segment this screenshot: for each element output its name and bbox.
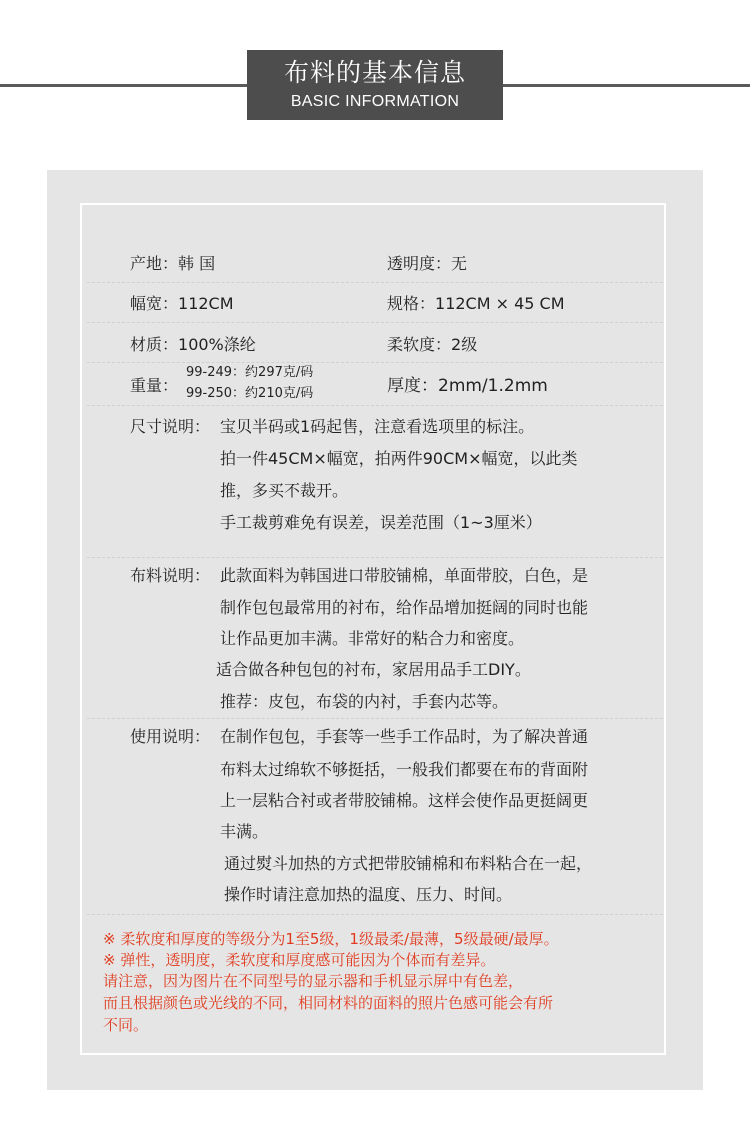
section-title: 布料的基本信息 bbox=[283, 58, 466, 87]
spec-value: 112CM bbox=[178, 294, 234, 313]
spec-weight-line1: 99-249：约297克/码 bbox=[186, 365, 314, 380]
spec-value: 100%涤纶 bbox=[178, 335, 256, 354]
spec-label: 幅宽： bbox=[130, 294, 179, 313]
spec-label: 透明度： bbox=[387, 254, 452, 273]
fabric-desc-line: 让作品更加丰满。非常好的粘合力和密度。 bbox=[220, 629, 525, 648]
spec-width bbox=[130, 294, 234, 314]
usage-desc-line: 通过熨斗加热的方式把带胶铺棉和布料粘合在一起， bbox=[224, 854, 593, 873]
fabric-desc-line: 此款面料为韩国进口带胶铺棉，单面带胶，白色，是 bbox=[220, 566, 589, 585]
spec-label: 柔软度： bbox=[387, 335, 452, 354]
spec-value: 韩 国 bbox=[178, 254, 216, 273]
section-subtitle: BASIC INFORMATION bbox=[290, 93, 460, 110]
spec-softness bbox=[387, 335, 477, 355]
spec-value: 无 bbox=[451, 254, 468, 273]
note-line: 不同。 bbox=[103, 1016, 149, 1034]
fabric-desc-line: 制作包包最常用的衬布，给作品增加挺阔的同时也能 bbox=[220, 598, 589, 617]
usage-desc-line: 在制作包包，手套等一些手工作品时，为了解决普通 bbox=[220, 727, 589, 746]
row-divider bbox=[87, 405, 663, 406]
section-title-box bbox=[247, 50, 503, 120]
section-divider bbox=[87, 557, 663, 558]
size-desc-line: 拍一件45CM×幅宽，拍两件90CM×幅宽，以此类 bbox=[220, 449, 578, 468]
usage-desc-line: 上一层粘合衬或者带胶铺棉。这样会使作品更挺阔更 bbox=[220, 791, 589, 810]
size-desc-label: 尺寸说明： bbox=[130, 417, 211, 436]
usage-desc-label: 使用说明： bbox=[130, 727, 211, 746]
spec-value: 112CM × 45 CM bbox=[435, 294, 565, 313]
row-divider bbox=[87, 362, 663, 363]
note-line: 请注意，因为图片在不同型号的显示器和手机显示屏中有色差， bbox=[103, 972, 524, 990]
row-divider bbox=[87, 282, 663, 283]
section-divider bbox=[87, 718, 663, 719]
spec-label: 产地： bbox=[130, 254, 179, 273]
note-line: ※ 柔软度和厚度的等级分为1至5级，1级最柔/最薄，5级最硬/最厚。 bbox=[103, 930, 559, 948]
spec-origin bbox=[130, 254, 215, 274]
spec-thickness bbox=[387, 376, 548, 396]
spec-value: 2级 bbox=[451, 335, 478, 354]
fabric-desc-line: 推荐：皮包，布袋的内衬，手套内芯等。 bbox=[220, 692, 509, 711]
spec-weight-line2: 99-250：约210克/码 bbox=[186, 386, 314, 401]
size-desc-line: 推，多买不裁开。 bbox=[220, 481, 349, 500]
usage-desc-line: 操作时请注意加热的温度、压力、时间。 bbox=[224, 885, 513, 904]
spec-transparency bbox=[387, 254, 467, 274]
spec-size bbox=[387, 294, 565, 314]
section-divider bbox=[87, 914, 663, 915]
spec-value: 2mm/1.2mm bbox=[438, 376, 548, 396]
spec-label: 规格： bbox=[387, 294, 436, 313]
spec-material bbox=[130, 335, 256, 355]
spec-label: 厚度： bbox=[387, 376, 438, 396]
fabric-desc-label: 布料说明： bbox=[130, 566, 211, 585]
size-desc-line: 宝贝半码或1码起售，注意看选项里的标注。 bbox=[220, 417, 535, 436]
row-divider bbox=[87, 322, 663, 323]
spec-label: 材质： bbox=[130, 335, 179, 354]
note-line: 而且根据颜色或光线的不同，相同材料的面料的照片色感可能会有所 bbox=[103, 994, 554, 1012]
usage-desc-line: 丰满。 bbox=[220, 822, 269, 841]
usage-desc-line: 布料太过绵软不够挺括，一般我们都要在布的背面附 bbox=[220, 760, 589, 779]
note-line: ※ 弹性，透明度，柔软度和厚度感可能因为个体而有差异。 bbox=[103, 951, 496, 969]
fabric-desc-line: 适合做各种包包的衬布，家居用品手工DIY。 bbox=[216, 660, 531, 679]
spec-weight-label: 重量： bbox=[130, 376, 179, 395]
size-desc-line: 手工裁剪难免有误差，误差范围（1~3厘米） bbox=[220, 513, 542, 532]
